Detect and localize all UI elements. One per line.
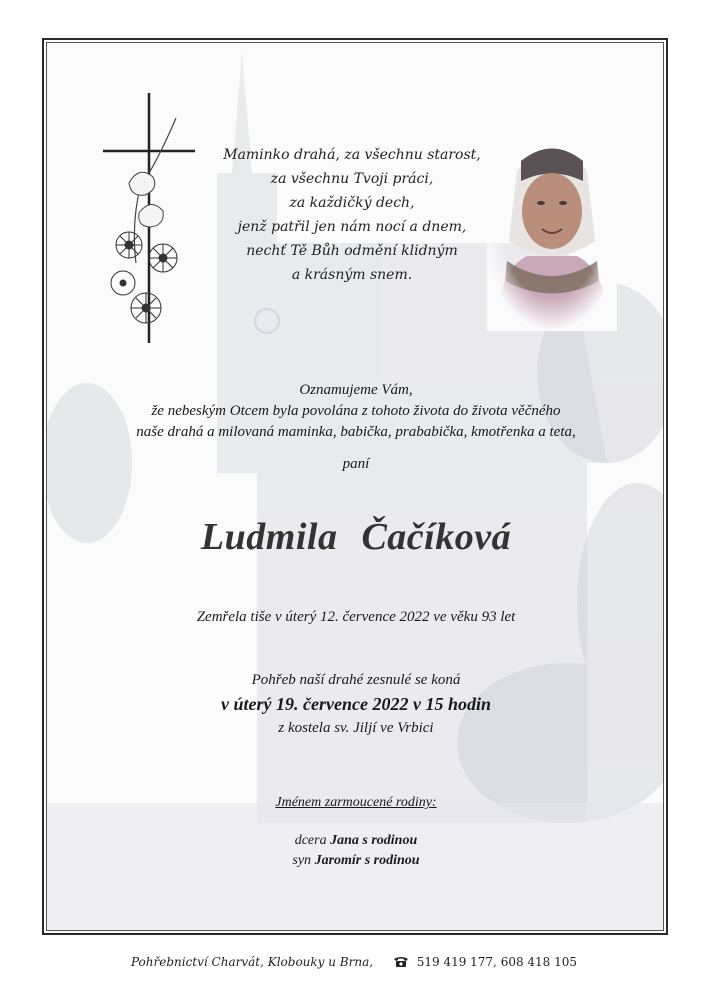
family-list xyxy=(47,831,664,871)
family-relation: syn xyxy=(292,853,312,868)
announcement xyxy=(47,380,664,443)
announcement-line: Oznamujeme Vám, xyxy=(299,382,413,398)
funeral-date: v úterý 19. července 2022 v 15 hodin xyxy=(221,694,491,714)
portrait-photo xyxy=(487,131,617,331)
family-member-name: Jana s rodinou xyxy=(330,833,418,848)
family-member xyxy=(47,831,664,851)
funeral-home-name: Pohřebnictví Charvát, Klobouky u Brna, xyxy=(130,955,374,969)
funeral-place: z kostela sv. Jiljí ve Vrbici xyxy=(278,720,434,736)
poem-line: za každičký dech, xyxy=(289,195,415,211)
family-relation: dcera xyxy=(294,833,327,848)
funeral-intro: Pohřeb naší drahé zesnulé se koná xyxy=(251,672,461,688)
phone-numbers: 519 419 177, 608 418 105 xyxy=(416,955,578,969)
parte-card xyxy=(46,42,664,931)
announcement-line: naše drahá a milovaná maminka, babička, prababička, kmotřenka a teta, xyxy=(136,424,576,440)
poem-line: nechť Tě Bůh odmění klidným xyxy=(246,243,458,259)
title-pani: paní xyxy=(342,456,370,472)
family-member-name: Jaromír s rodinou xyxy=(314,853,420,868)
poem-line: a krásným snem. xyxy=(291,267,413,283)
announcement-line: že nebeským Otcem byla povolána z tohoto života do života věčného xyxy=(151,403,561,419)
cross-with-flowers-icon xyxy=(101,93,201,353)
poem-line: jenž patřil jen nám nocí a dnem, xyxy=(237,219,467,235)
footer xyxy=(0,955,708,969)
poem-line: za všechnu Tvoji práci, xyxy=(270,171,434,187)
poem xyxy=(212,143,492,287)
phone-icon xyxy=(393,956,409,967)
death-line: Zemřela tiše v úterý 12. července 2022 ve věku 93 let xyxy=(196,609,516,625)
funeral-info xyxy=(47,669,664,739)
family-member xyxy=(47,851,664,871)
family-heading: Jménem zarmoucené rodiny: xyxy=(275,795,437,810)
deceased-name: Ludmila Čačíková xyxy=(200,516,512,558)
poem-line: Maminko drahá, za všechnu starost, xyxy=(223,147,481,163)
